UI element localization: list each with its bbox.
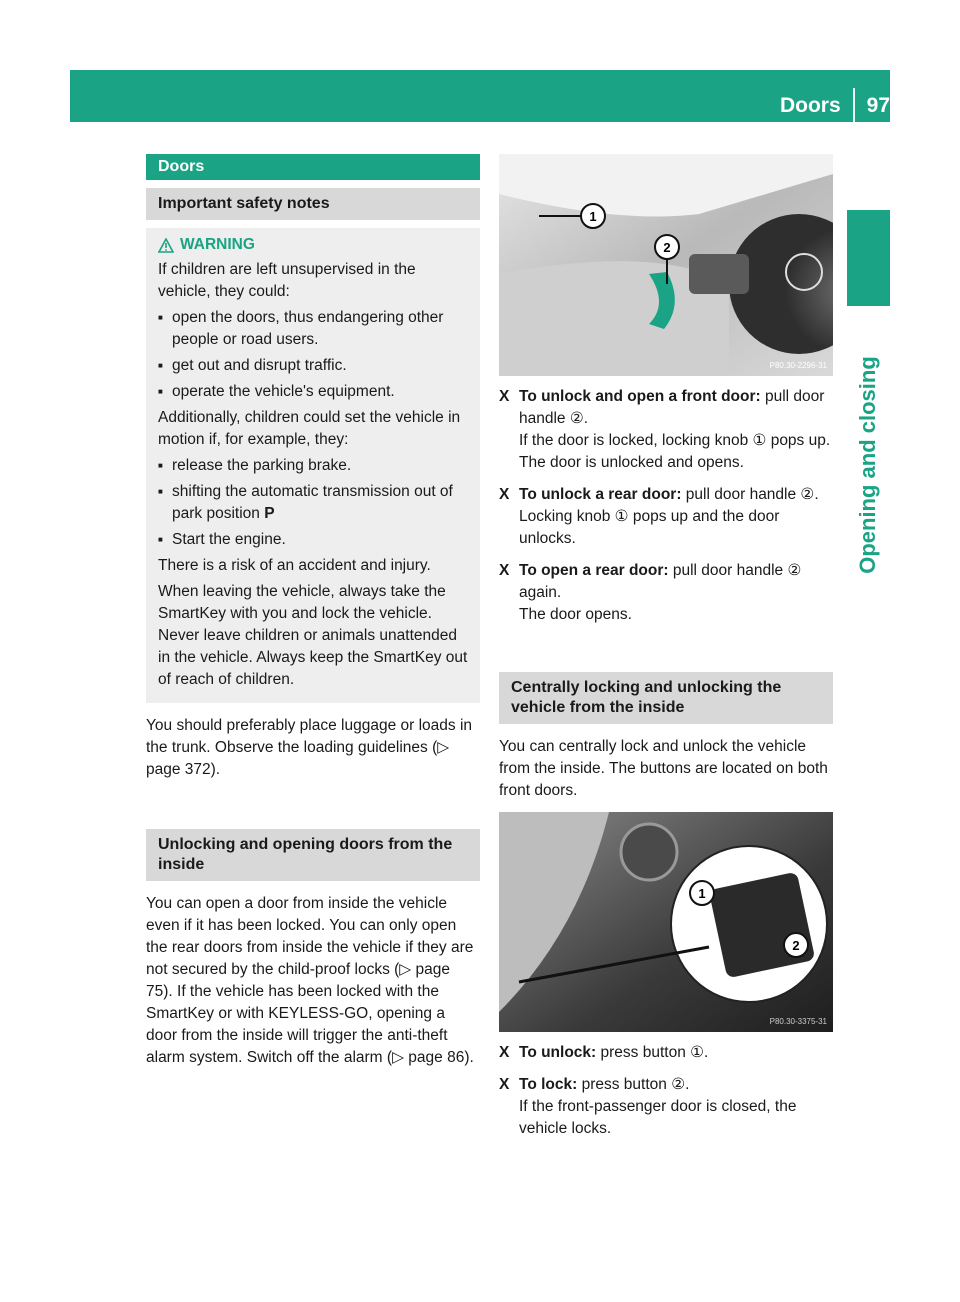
warning-list-1	[158, 307, 472, 403]
step-text: pull door handle ②.	[519, 388, 825, 427]
spacer	[499, 636, 833, 664]
luggage-text: You should preferably place luggage or loads in the trunk. Observe the loading guidelines (▷ page 372).	[146, 717, 473, 778]
side-tab	[847, 210, 890, 306]
step-lead: To unlock a rear door:	[519, 486, 682, 503]
warning-mid: Additionally, children could set the vehicle in motion if, for example, they:	[158, 409, 461, 448]
step-text: pull door handle ②.	[681, 486, 819, 503]
door-interior-illustration	[499, 154, 833, 376]
step-lead: To lock:	[519, 1076, 578, 1093]
warning-label: WARNING	[180, 236, 255, 253]
central-text: You can centrally lock and unlock the vehicle from the inside. The buttons are located on both front doors.	[499, 738, 828, 799]
section-title: Doors	[146, 154, 480, 180]
list-item: ■ get out and disrupt traffic.	[158, 355, 472, 377]
list-item: ■ operate the vehicle's equipment.	[158, 381, 472, 403]
step-text: pull door handle ② again.	[519, 562, 802, 601]
header-divider	[853, 88, 855, 124]
step-text: press button ①.	[596, 1044, 709, 1061]
seat-controls	[689, 254, 749, 294]
image-code: P80.30-3375-31	[769, 1017, 827, 1026]
step-lead: To unlock and open a front door:	[519, 388, 761, 405]
list-item: ■ Start the engine.	[158, 529, 472, 551]
step-item	[499, 560, 833, 626]
warning-advice: When leaving the vehicle, always take the SmartKey with you and lock the vehicle. Never leave children or animals unattended in the vehicle. Always keep the SmartKey out of reach of children.	[158, 583, 468, 688]
warning-header	[158, 234, 472, 256]
subsection-title: Important safety notes	[146, 188, 480, 220]
side-tab-label: Opening and closing	[855, 356, 880, 574]
warning-intro: If children are left unsupervised in the vehicle, they could:	[158, 261, 416, 300]
door-handle-image	[499, 154, 833, 376]
step-item	[499, 1074, 833, 1140]
step-item	[499, 484, 833, 550]
image-code: P80.30-2296-31	[769, 361, 827, 370]
step-marker-icon: X	[499, 1044, 510, 1061]
spacer	[499, 802, 833, 812]
left-column	[146, 154, 480, 1069]
header-title: Doors	[779, 94, 841, 117]
list-item: ■ release the parking brake.	[158, 455, 472, 477]
step-text: press button ②.	[577, 1076, 690, 1093]
warning-risk: There is a risk of an accident and injury.	[158, 557, 431, 574]
central-section-title: Centrally locking and unlocking the vehicle from the inside	[499, 672, 833, 724]
lock-buttons-illustration	[499, 812, 833, 1032]
air-vent	[621, 824, 677, 880]
step-lead: To open a rear door:	[519, 562, 669, 579]
header	[780, 88, 890, 124]
callout-marker-2-label: 2	[792, 938, 800, 953]
step-sub: If the door is locked, locking knob ① pops up. The door is unlocked and opens.	[519, 432, 831, 471]
spacer	[499, 1032, 833, 1042]
warning-list-2	[158, 455, 472, 551]
step-sub: Locking knob ① pops up and the door unlocks.	[519, 508, 780, 547]
warning-triangle-icon	[158, 238, 174, 253]
step-item	[499, 386, 833, 474]
callout-marker-1-label: 1	[698, 886, 706, 901]
list-item	[158, 481, 472, 525]
lock-buttons-image	[499, 812, 833, 1032]
step-sub: If the front-passenger door is closed, the vehicle locks.	[519, 1098, 797, 1137]
lock-button-panel	[709, 872, 816, 979]
list-item-text: shifting the automatic transmission out of park position	[172, 483, 453, 522]
right-column	[499, 154, 833, 1150]
step-marker-icon: X	[499, 1076, 510, 1093]
warning-box	[146, 228, 480, 703]
callout-marker-2-label: 2	[663, 240, 671, 255]
step-item	[499, 1042, 833, 1064]
step-marker-icon: X	[499, 562, 510, 579]
unlock-text: You can open a door from inside the vehicle even if it has been locked. You can only open the rear doors from inside the vehicle if they are not secured by the child-proof locks (▷ page 75). If the vehicle has been locked with the SmartKey or with KEYLESS-GO, opening a door from the inside will trigger the anti-theft alarm system. Switch off the alarm (▷ page 86).	[146, 895, 474, 1066]
spacer	[146, 781, 480, 821]
unlock-section-title: Unlocking and opening doors from the inside	[146, 829, 480, 881]
step-marker-icon: X	[499, 388, 510, 405]
list-item: ■ open the doors, thus endangering other people or road users.	[158, 307, 472, 351]
callout-marker-1-label: 1	[589, 209, 597, 224]
header-bar	[70, 70, 890, 122]
park-position-p: P	[264, 505, 275, 522]
page-number: 97	[866, 94, 890, 117]
step-sub: The door opens.	[519, 606, 632, 623]
spacer	[499, 376, 833, 386]
step-marker-icon: X	[499, 486, 510, 503]
step-lead: To unlock:	[519, 1044, 597, 1061]
